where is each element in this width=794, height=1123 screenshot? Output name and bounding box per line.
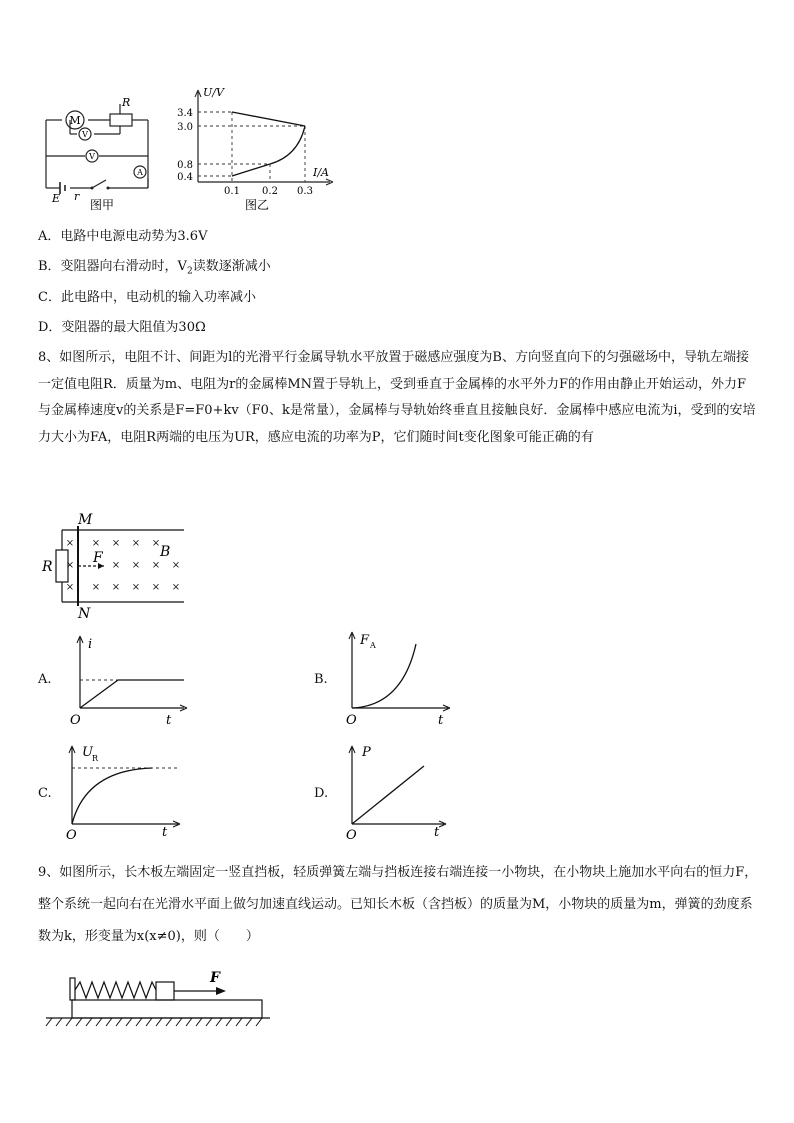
internal-resistance-label: r xyxy=(74,190,80,203)
q9-force-label: F xyxy=(210,970,220,986)
graph-d-y-label: P xyxy=(362,745,371,760)
v2-label: V xyxy=(89,152,95,161)
svg-text:×: × xyxy=(111,538,121,549)
graph-b-y-label: F xyxy=(360,633,370,648)
q8-option-c-letter: C. xyxy=(38,786,52,801)
circuit-caption: 图甲 xyxy=(90,198,115,212)
q7-option-c: C．此电路中，电动机的输入功率减小 xyxy=(38,290,256,305)
y-tick: 3.4 xyxy=(177,108,193,119)
svg-text:×: × xyxy=(91,582,101,593)
svg-text:×: × xyxy=(151,582,161,593)
y-tick: 0.8 xyxy=(177,160,193,171)
source-label: E xyxy=(52,192,61,205)
svg-text:×: × xyxy=(131,538,141,549)
x-tick: 0.3 xyxy=(297,186,313,197)
svg-text:×: × xyxy=(111,582,121,593)
svg-text:×: × xyxy=(111,560,121,571)
q8-question-text: 8、如图所示，电阻不计、间距为l的光滑平行金属导轨水平放置于磁感应强度为B、方向竖直向下的匀强磁场中，导轨左端接一定值电阻R．质量为m、电阻为r的金属棒MN置于导轨上，受到垂直于金属棒的水平外力F的作用由静止开始运动，外力F与金属棒速度v的关系是F=F0+kv（F0、k是常量），金属棒与导轨始终垂直且接触良好．金属棒中感应电流为i，受到的安培力大小为FA，电阻R两端的电压为UR，感应电流的功率为P，它们随时间t变化图象可能正确的有 xyxy=(38,350,756,445)
q8-option-d-graph xyxy=(340,740,470,842)
q7-option-a: A．电路中电源电动势为3.6V xyxy=(38,229,208,244)
q7-option-b-text-end: 读数逐渐减小 xyxy=(192,259,271,274)
graph-a-origin: O xyxy=(70,713,81,728)
svg-text:×: × xyxy=(171,582,181,593)
graph-y-axis-label: U/V xyxy=(203,86,224,99)
svg-text:×: × xyxy=(91,538,101,549)
graph-b-x-label: t xyxy=(438,713,444,728)
graph-c-y-subscript: R xyxy=(92,754,99,763)
y-tick: 0.4 xyxy=(177,172,193,183)
rod-end-n-label: N xyxy=(78,606,91,622)
q8-option-c-graph xyxy=(62,740,192,842)
force-f-label: F xyxy=(93,550,103,566)
graph-c-x-label: t xyxy=(162,825,168,840)
q7-option-b-text: B．变阻器向右滑动时，V xyxy=(38,259,187,274)
x-tick: 0.2 xyxy=(262,186,278,197)
svg-text:×: × xyxy=(151,560,161,571)
q8-option-b-letter: B. xyxy=(314,672,328,687)
y-tick: 3.0 xyxy=(177,122,193,133)
graph-a-x-label: t xyxy=(166,713,172,728)
svg-text:×: × xyxy=(131,560,141,571)
svg-text:×: × xyxy=(131,582,141,593)
graph-d-x-label: t xyxy=(434,825,440,840)
svg-text:×: × xyxy=(65,582,75,593)
q7-option-b-subscript: 2 xyxy=(186,266,193,277)
svg-text:×: × xyxy=(65,560,75,571)
q8-option-d-letter: D. xyxy=(314,786,329,801)
q9-question-text: 9、如图所示，长木板左端固定一竖直挡板，轻质弹簧左端与挡板连接右端连接一小物块，在小物块上施加水平向右的恒力F，整个系统一起向右在光滑水平面上做匀加速直线运动。已知长木板（含挡板）的质量为M，小物块的质量为m，弹簧的劲度系数为k，形变量为x(x≠0)，则（ ） xyxy=(38,865,758,944)
q8-option-b-graph xyxy=(340,626,470,728)
graph-a-y-label: i xyxy=(88,637,93,652)
svg-text:×: × xyxy=(65,538,75,549)
graph-caption: 图乙 xyxy=(245,198,270,212)
circuit-diagram xyxy=(40,92,160,214)
resistor-label: R xyxy=(122,96,131,109)
field-b-label: B xyxy=(160,544,171,560)
graph-b-origin: O xyxy=(346,713,357,728)
resistor-r-label: R xyxy=(42,559,53,575)
q7-option-d: D．变阻器的最大阻值为30Ω xyxy=(38,320,206,335)
graph-d-origin: O xyxy=(346,828,357,842)
graph-x-axis-label: I/A xyxy=(313,166,329,179)
graph-c-y-label: U xyxy=(82,745,93,760)
ammeter-label: A xyxy=(137,168,143,177)
u-i-graph xyxy=(170,82,350,216)
v1-label: V xyxy=(82,130,88,139)
q8-option-a-letter: A. xyxy=(38,672,52,687)
rod-end-m-label: M xyxy=(78,512,93,528)
q8-option-a-graph xyxy=(66,632,196,728)
x-tick: 0.1 xyxy=(224,186,240,197)
q8-rail-figure xyxy=(38,512,198,622)
svg-text:×: × xyxy=(171,560,181,571)
graph-c-origin: O xyxy=(66,828,77,842)
motor-label: M xyxy=(69,114,81,127)
svg-text:×: × xyxy=(151,538,161,549)
q9-spring-figure xyxy=(42,962,278,1038)
q7-option-b xyxy=(38,257,271,282)
graph-b-y-subscript: A xyxy=(370,641,376,650)
